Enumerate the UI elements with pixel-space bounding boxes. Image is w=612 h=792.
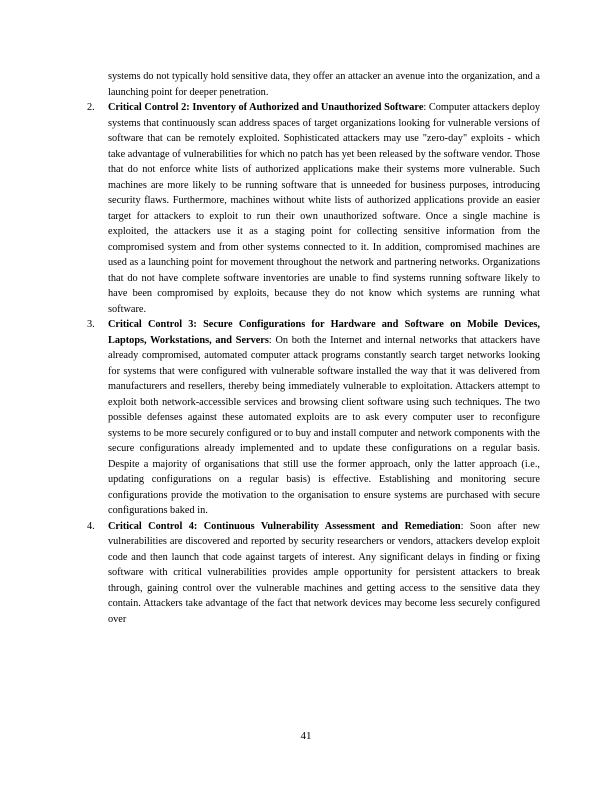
item-body: : On both the Internet and internal networks that attackers have already compromised, automated computer attack programs constantly search target networks looking for systems that were configured with vulnerable software installed the way that it was delivered from manufacturers and resellers, thereby being immediately vulnerable to exploitation. Attackers attempt to exploit both network-accessible services and browsing client software using such techniques. The two possible defenses against these automated exploits are to ask every computer user to reconfigure systems to be more securely configured or to buy and install computer and network components with the secure configurations already implemented and to update these configurations on a regular basis. Despite a majority of organisations that still use the former approach, only the latter approach (i.e., updating configurations on a regular basis) is effective. Establishing and monitoring secure configurations provide the motivation to the organisation to ensure systems are purchased with secure configurations baked in. xyxy=(108,334,541,516)
item-number: 3. xyxy=(87,319,95,330)
item-heading: Critical Control 4: Continuous Vulnerability Assessment and Remediation xyxy=(108,520,461,532)
item-number: 2. xyxy=(87,102,95,113)
item-body: : Soon after new vulnerabilities are discovered and reported by security researchers or vendors, attackers develop exploit code and then launch that code against targets of interest. Any significant delays in finding or fixing software with critical vulnerabilities provides ample opportunity for persistent attackers to break through, gaining control over the vulnerable machines and getting access to the sensitive data they contain. Attackers take advantage of the fact that network devices may become less securely configured over xyxy=(108,520,540,625)
item-number: 4. xyxy=(87,520,95,532)
list-item-control-3 xyxy=(87,317,540,519)
continuation-paragraph: systems do not typically hold sensitive data, they offer an attacker an avenue into the organization, and a launching point for deeper penetration. xyxy=(108,71,540,98)
page-number: 41 xyxy=(300,730,312,742)
list-item-control-2 xyxy=(87,100,540,317)
item-heading: Critical Control 3: Secure Configurations for Hardware and Software on Mobile Devices, Laptops, Workstations, and Servers xyxy=(108,319,540,346)
item-heading: Critical Control 2: Inventory of Authorized and Unauthorized Software xyxy=(108,102,424,113)
item-body: : Computer attackers deploy systems that continuously scan address spaces of target organizations looking for vulnerable versions of software that can be remotely exploited. Sophisticated attackers may use "zero-day" exploits - which take advantage of vulnerabilities for which no patch has yet been released by the software vendor. Those that do not enforce white lists of authorized applications make their systems more vulnerable. Such machines are more likely to be running software that is unneeded for business purposes, introducing security flaws. Furthermore, machines without white lists of authorized applications provide an easier target for attackers to exploit to run their own unauthorized software. Once a single machine is exploited, the attackers use it as a staging point for collecting sensitive information from the compromised system and from other systems connected to it. In addition, compromised machines are used as a launching point for movement throughout the network and partnering networks. Organizations that do not have complete software inventories are unable to find systems running software likely to have been compromised by exploits, because they do not know which systems are running what software. xyxy=(108,102,540,315)
body-text xyxy=(87,69,540,627)
list-item-control-4 xyxy=(87,519,540,628)
